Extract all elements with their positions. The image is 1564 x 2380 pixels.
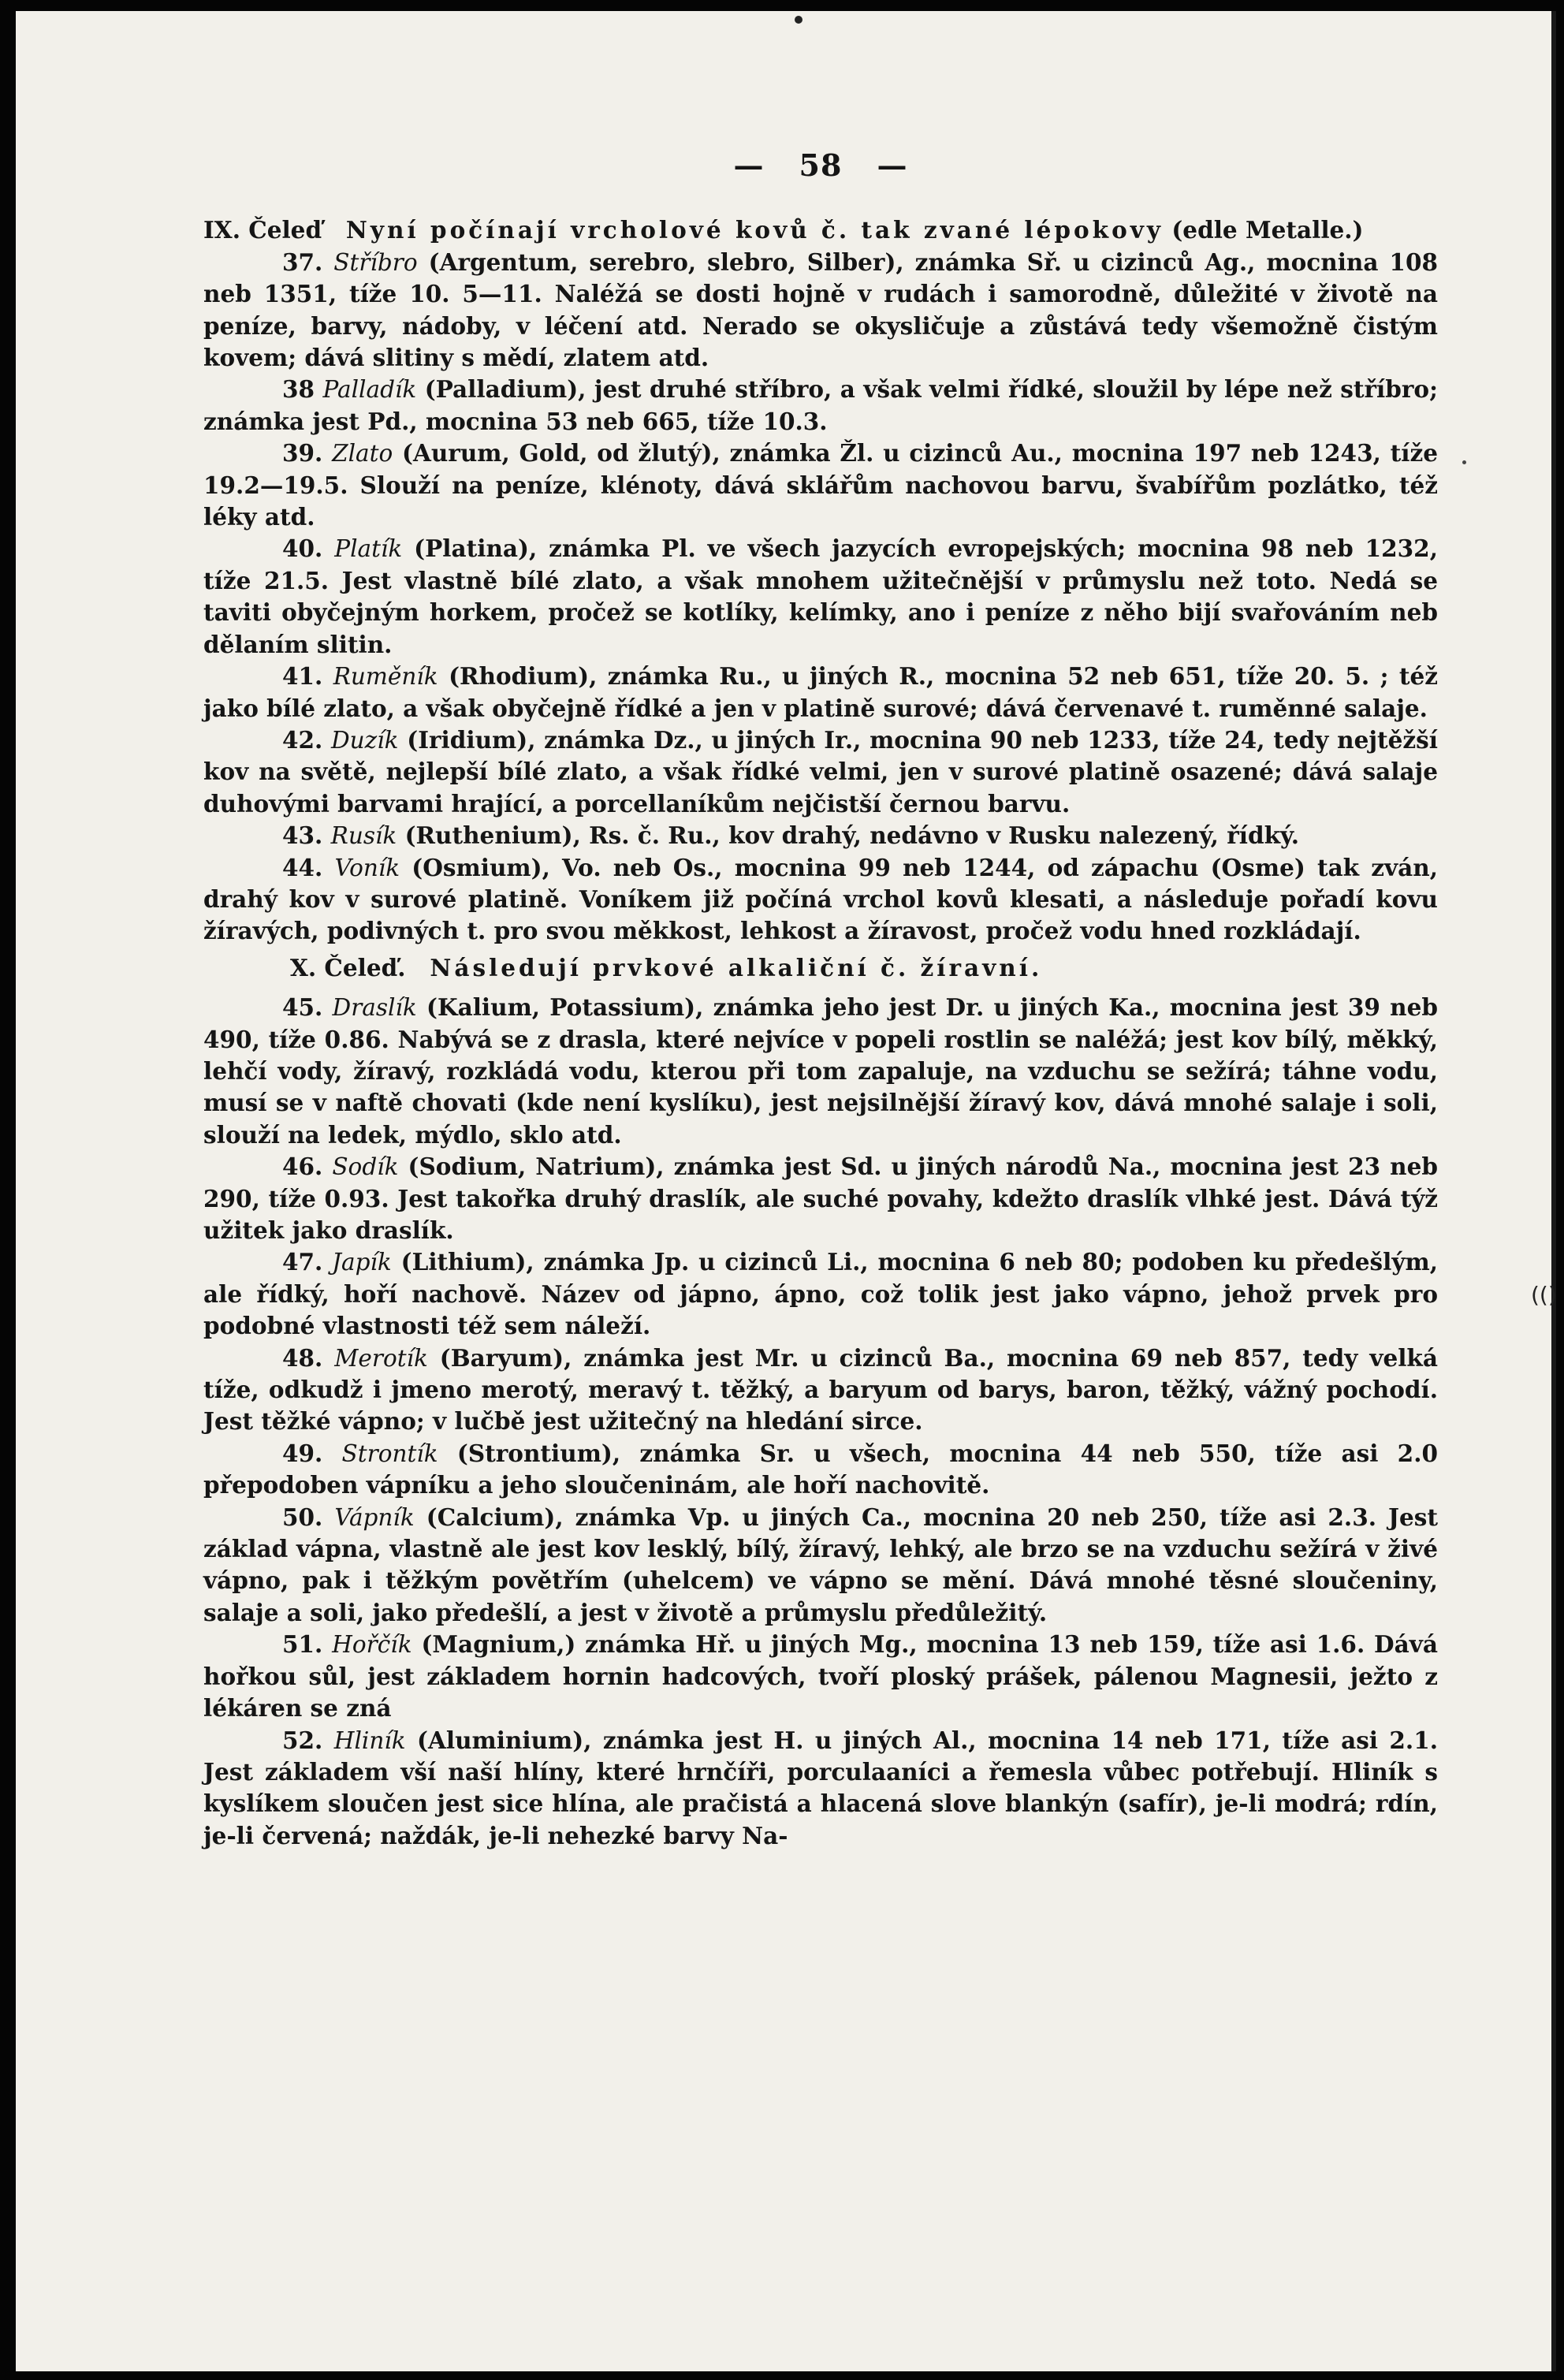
section-x-label: X. Čeleď. (290, 953, 406, 981)
entry-number: 44. (282, 853, 323, 881)
entry-number: 48. (282, 1343, 323, 1372)
entry-text: (Kalium, Potassium), známka jeho jest Dr. u jiných Ka., mocnina jest 39 neb 490, tíže 0.86. Nabývá se z drasla, které nejvíce v popeli rostlin se naléžá; jest kov bílý, měkký, lehčí vody, žíravý, rozkládá vodu, kterou při tom zapaluje, na vzduchu se sežírá; táhne vodu, musí se v naftě chovati (kde není kyslíku), jest nejsilnější žíravý kov, dává mnohé salaje i soli, slouží na ledek, mýdlo, sklo atd. (203, 993, 1438, 1149)
element-entry (203, 1502, 1438, 1629)
dash-left: — (733, 147, 765, 183)
element-entry (203, 852, 1438, 948)
ink-dot (1462, 460, 1466, 464)
entry-number: 37. (282, 248, 323, 276)
entry-number: 40. (282, 534, 323, 563)
entry-number: 46. (282, 1153, 323, 1181)
entry-text: (Osmium), Vo. neb Os., mocnina 99 neb 1244, od zápachu (Osme) tak zván, drahý kov v surové platině. Voníkem již počíná vrchol kovů klesati, a následuje pořadí kovu žíravých, podivných t. pro svou měkkost, lehkost a žíravost, pročež vodu hned rozkládají. (203, 853, 1438, 945)
element-entry (203, 820, 1438, 851)
entry-text: (Baryum), známka jest Mr. u cizinců Ba., mocnina 69 neb 857, tedy velká tíže, odkudž i jmeno merotý, meravý t. těžký, a baryum od barys, baron, těžký, vážný pochodí. Jest těžké vápno; v lučbě jest užitečný na hledání sirce. (203, 1343, 1438, 1436)
section-ix-heading (203, 214, 1438, 246)
entry-text: (Calcium), známka Vp. u jiných Ca., mocnina 20 neb 250, tíže asi 2.3. Jest základ vápna, vlastně ale jest kov lesklý, bílý, žíravý, lehký, ale brzo se na vzduchu sežírá v živé vápno, pak i těžkým povětřím (uhelcem) ve vápno se mění. Dává mnohé těsné sloučeniny, salaje a soli, jako předešlí, a jest v životě a průmyslu předůležitý. (203, 1503, 1438, 1626)
entry-text: (Aluminium), známka jest H. u jiných Al., mocnina 14 neb 171, tíže asi 2.1. Jest základem vší naší hlíny, které hrnčíři, porculaaníci a řemesla vůbec potřebují. Hliník s kyslíkem sloučen jest sice hlína, ale pračistá a hlacená slove blankýn (safír), je-li modrá; rdín, je-li červená; naždák, je-li nehezké barvy Na- (203, 1726, 1438, 1849)
section-ix-note: (edle Metalle.) (1171, 216, 1364, 244)
entry-name: Strontík (341, 1440, 438, 1467)
entry-name: Stříbro (333, 248, 418, 276)
margin-mark: (() (1531, 1282, 1557, 1308)
page-content (203, 147, 1439, 1852)
entry-number: 38 (282, 375, 315, 404)
element-entry (203, 1151, 1438, 1246)
entry-text: (Lithium), známka Jp. u cizinců Li., mocnina 6 neb 80; podoben ku předešlým, ale řídký, hoří nachově. Název od jápno, ápno, což tolik jest jako vápno, jehož prvek pro podobné vlastnosti též sem náleží. (203, 1248, 1438, 1340)
entry-name: Draslík (332, 994, 417, 1022)
section-x-heading (203, 952, 1438, 984)
element-entry (203, 1246, 1438, 1342)
element-entry (203, 533, 1438, 661)
entry-number: 52. (282, 1726, 323, 1754)
dash-right: — (877, 147, 908, 183)
entry-text: (Platina), známka Pl. ve všech jazycích evropejských; mocnina 98 neb 1232, tíže 21.5. Jest vlastně bílé zlato, a však mnohem užitečnější v průmyslu než toto. Nedá se taviti obyčejným horkem, pročež se kotlíky, kelímky, ano i peníze z něho bijí svařováním neb dělaním slitin. (203, 534, 1438, 658)
ink-dot (795, 16, 802, 24)
entry-number: 42. (282, 725, 323, 754)
entry-text: (Strontium), známka Sr. u všech, mocnina 44 neb 550, tíže asi 2.0 přepodoben vápníku a jeho sloučeninám, ale hoří nachovitě. (203, 1439, 1438, 1499)
entry-text: (Aurum, Gold, od žlutý), známka Žl. u cizinců Au., mocnina 197 neb 1243, tíže 19.2—19.5. Slouží na peníze, klénoty, dává sklářům nachovou barvu, švabířům pozlátko, též léky atd. (203, 439, 1438, 531)
entry-name: Vápník (334, 1503, 415, 1531)
entry-text: (Sodium, Natrium), známka jest Sd. u jiných národů Na., mocnina jest 23 neb 290, tíže 0.93. Jest takořka druhý draslík, ale suché povahy, kdežto draslík vlhké jest. Dává týž užitek jako draslík. (203, 1153, 1439, 1244)
entry-number: 39. (282, 439, 323, 467)
entry-name: Japík (332, 1249, 392, 1276)
entry-text: (Magnium,) známka Hř. u jiných Mg., mocnina 13 neb 159, tíže asi 1.6. Dává hořkou sůl, jest základem hornin hadcových, tvoří ploský prášek, pálenou Magnesii, ježto z lékáren se zná (203, 1630, 1438, 1723)
element-entry (203, 1438, 1438, 1502)
entry-name: Duzík (331, 726, 399, 754)
entry-number: 50. (282, 1503, 323, 1531)
entry-name: Rusík (330, 822, 397, 850)
entries-x (203, 992, 1438, 1852)
entry-name: Hliník (333, 1726, 406, 1754)
entry-name: Platík (334, 535, 403, 563)
page-number-line (203, 147, 1438, 183)
entry-number: 41. (282, 662, 323, 691)
entry-text: (Palladium), jest druhé stříbro, a však velmi řídké, sloužil by lépe než stříbro; známka jest Pd., mocnina 53 neb 665, tíže 10.3. (203, 375, 1438, 435)
section-x-title: Následují prvkové alkaliční č. žíravní. (430, 953, 1043, 981)
element-entry (203, 374, 1438, 438)
entry-name: Hořčík (332, 1631, 412, 1659)
entry-number: 47. (282, 1248, 323, 1276)
entry-number: 45. (282, 993, 323, 1022)
page-number: 58 (799, 147, 843, 183)
entries-ix (203, 247, 1438, 948)
entry-number: 51. (282, 1630, 323, 1659)
element-entry (203, 1343, 1438, 1438)
entry-name: Ruměník (333, 663, 438, 691)
element-entry (203, 247, 1438, 374)
entry-text: (Ruthenium), Rs. č. Ru., kov drahý, nedávno v Rusku nalezený, řídký. (404, 821, 1300, 850)
element-entry (203, 992, 1438, 1151)
entry-text: (Argentum, serebro, slebro, Silber), známka Sř. u cizinců Ag., mocnina 108 neb 1351, tíže 10. 5—11. Naléžá se dosti hojně v rudách i samorodně, důležité v životě na peníze, barvy, nádoby, v léčení atd. Nerado se okysličuje a zůstává tedy všemožně čistým kovem; dává slitiny s mědí, zlatem atd. (203, 248, 1438, 372)
entry-name: Voník (334, 854, 400, 881)
entry-number: 49. (282, 1439, 323, 1467)
element-entry (203, 724, 1438, 820)
entry-name: Merotík (334, 1344, 428, 1372)
entry-name: Sodík (332, 1153, 399, 1181)
entry-text: (Iridium), známka Dz., u jiných Ir., mocnina 90 neb 1233, tíže 24, tedy nejtěžší kov na světě, nejlepší bílé zlato, a však řídké velmi, jen v surové platině osazené; dává salaje duhovými barvami hrající, a porcellaníkům nejčistší černou barvu. (203, 725, 1438, 818)
element-entry (203, 438, 1438, 533)
entry-text: (Rhodium), známka Ru., u jiných R., mocnina 52 neb 651, tíže 20. 5. ; též jako bílé zlato, a však obyčejně řídké a jen v platině surové; dává červenavé t. ruměnné salaje. (203, 662, 1438, 722)
entry-name: Palladík (322, 376, 417, 404)
element-entry (203, 1629, 1438, 1724)
section-ix-label: IX. Čeleď (203, 216, 322, 244)
element-entry (203, 661, 1438, 724)
element-entry (203, 1725, 1438, 1853)
entry-name: Zlato (332, 440, 393, 467)
section-ix-title: Nyní počínají vrcholové kovů č. tak zvané lépokovy (345, 216, 1164, 244)
entry-number: 43. (282, 821, 323, 850)
